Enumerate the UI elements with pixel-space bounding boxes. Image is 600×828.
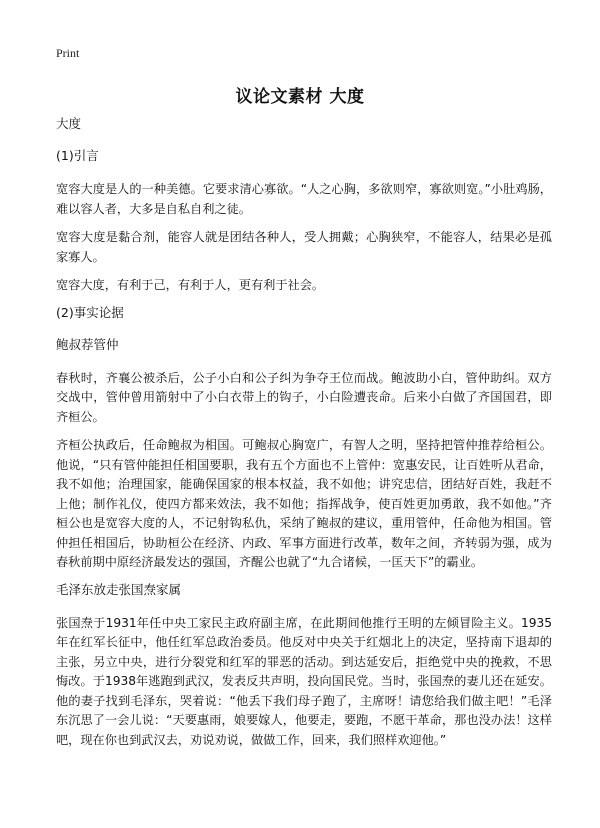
story-paragraph: 春秋时，齐襄公被杀后，公子小白和公子纠为争夺王位而战。鲍波助小白，管仲助纠。双方交战中，管仲曾用箭射中了小白衣带上的钩子，小白险遭丧命。后来小白做了齐国国君，即齐桓公。 [56,370,552,424]
section-title: 大度 [56,116,82,131]
print-link[interactable]: Print [56,46,80,60]
intro-paragraph: 宽容大度，有利于己，有利于人，更有利于社会。 [56,278,325,292]
intro-paragraph: 宽容大度是人的一种美德。它要求清心寡欲。“人之心胸，多欲则窄，寡欲则宽。”小肚鸡肠，难以容人者，大多是自私自利之徒。 [56,182,552,216]
story-paragraph: 张国焘于1931年任中央工家民主政府副主席，在此期间他推行王明的左倾冒险主义。1935年在红军长征中，他任红军总政治委员。他反对中央关于红烟北上的决定，坚持南下退却的主张，另立中央，进行分裂党和红军的罪恶的活动。到达延安后，拒绝党中央的挽救，不思悔改。于1938年逃跑到武汉，发表反共声明，投向国民党。当时，张国焘的妻儿还在延安。他的妻子找到毛泽东，哭着说：“他丢下我们母子跑了，主席呀！请您给我们做主吧！”毛泽东沉思了一会儿说：“天要惠雨，娘要嫁人，他要走，要跑，不愿干革命，那也没办法！这样吧，现在你也到武汉去，劝说劝说，做做工作，回来，我们照样欢迎他。” [56,615,552,747]
story-heading: 鲍叔荐管仲 [56,336,119,352]
intro-heading: (1)引言 [56,148,99,163]
document-title: 议论文素材 大度 [235,87,365,107]
facts-heading: (2)事实论据 [56,304,124,320]
story-paragraph: 齐桓公执政后，任命鲍叔为相国。可鲍叔心胸宽广，有智人之明，坚持把管仲推荐给桓公。他说，“只有管仲能担任相国要职，我有五个方面也不上管仲：宽惠安民，让百姓听从君命，我不如他；治理国家，能确保国家的根本权益，我不如他；讲究忠信，团结好百姓，我赶不上他；制作礼仪，使四方都来效法，我不如他；指挥战争，使百姓更加勇敢，我不如他。”齐桓公也是宽容大度的人，不记射钩私仇，采纳了鲍叔的建议，重用管仲，任命他为相国。管仲担任相国后，协助桓公在经济、内政、军事方面进行改革，数年之间，齐转弱为强，成为春秋前期中原经济最发达的强国，齐醒公也就了“九合诸候，一匡天下”的霸业。 [56,438,552,569]
document-body [56,116,552,750]
intro-paragraph: 宽容大度是黏合剂，能容人就是团结各种人，受人拥戴；心胸狭窄，不能容人，结果必是孤家寡人。 [56,230,552,264]
story-heading: 毛泽东放走张国焘家属 [56,581,182,597]
